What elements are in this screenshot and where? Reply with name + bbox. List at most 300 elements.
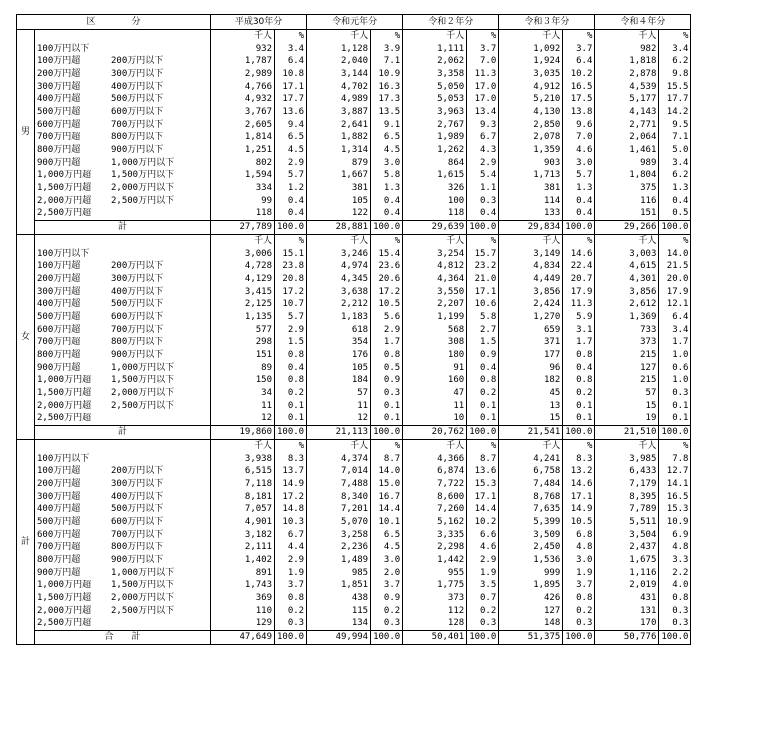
count-cell: 932 (211, 43, 275, 56)
percent-cell: 17.9 (563, 286, 595, 299)
percent-cell: 13.6 (275, 106, 307, 119)
percent-cell: 2.7 (467, 324, 499, 337)
bracket-upper: 300万円以下 (111, 68, 164, 79)
bracket-upper: 500万円以下 (111, 504, 164, 515)
count-cell: 4,374 (307, 453, 371, 466)
count-cell: 369 (211, 592, 275, 605)
income-bracket-label (35, 465, 211, 478)
count-cell: 6,874 (403, 465, 467, 478)
count-cell: 2,641 (307, 119, 371, 132)
percent-cell: 6.7 (467, 132, 499, 145)
total-count-cell: 50,776 (595, 631, 659, 645)
bracket-upper: 900万円以下 (111, 350, 164, 361)
percent-cell: 3.4 (659, 157, 691, 170)
count-cell: 618 (307, 324, 371, 337)
count-cell: 3,985 (595, 453, 659, 466)
bracket-lower: 2,500万円超 (37, 208, 92, 219)
count-cell: 1,183 (307, 311, 371, 324)
count-cell: 4,766 (211, 81, 275, 94)
percent-cell: 0.8 (371, 349, 403, 362)
percent-cell: 3.4 (659, 43, 691, 56)
unit-row-label (35, 30, 211, 43)
percent-cell: 2.9 (275, 554, 307, 567)
percent-cell: 9.6 (563, 119, 595, 132)
bracket-lower: 1,500万円超 (37, 183, 92, 194)
percent-cell: 15.4 (371, 248, 403, 261)
count-cell: 2,612 (595, 298, 659, 311)
income-bracket-label (35, 324, 211, 337)
percent-cell: 3.7 (563, 580, 595, 593)
count-cell: 5,050 (403, 81, 467, 94)
bracket-lower: 2,500万円超 (37, 413, 92, 424)
income-bracket-label (35, 478, 211, 491)
percent-cell: 4.6 (467, 542, 499, 555)
income-bracket-label (35, 413, 211, 426)
count-cell: 12 (211, 413, 275, 426)
count-cell: 4,301 (595, 273, 659, 286)
income-bracket-label (35, 554, 211, 567)
table-row (17, 248, 691, 261)
percent-cell: 0.8 (659, 592, 691, 605)
table-row (17, 592, 691, 605)
count-cell: 891 (211, 567, 275, 580)
bracket-lower: 200万円超 (37, 68, 81, 79)
table-row (17, 311, 691, 324)
table-row (17, 144, 691, 157)
percent-cell: 14.6 (563, 478, 595, 491)
count-cell: 134 (307, 618, 371, 631)
percent-cell: 10.2 (563, 68, 595, 81)
bracket-lower: 900万円超 (37, 362, 81, 373)
income-bracket-label (35, 311, 211, 324)
count-cell: 99 (211, 195, 275, 208)
total-percent-cell: 100.0 (467, 426, 499, 440)
percent-cell: 17.1 (275, 81, 307, 94)
percent-cell: 17.1 (563, 491, 595, 504)
table-row (17, 503, 691, 516)
count-cell: 1,116 (595, 567, 659, 580)
unit-pct-label: % (371, 440, 403, 453)
percent-cell: 0.4 (275, 208, 307, 221)
percent-cell: 0.3 (371, 618, 403, 631)
count-cell: 8,768 (499, 491, 563, 504)
count-cell: 3,638 (307, 286, 371, 299)
count-cell: 1,743 (211, 580, 275, 593)
percent-cell: 15.5 (659, 81, 691, 94)
income-bracket-label (35, 605, 211, 618)
bracket-upper: 700万円以下 (111, 529, 164, 540)
count-cell: 2,236 (307, 542, 371, 555)
count-cell: 12 (307, 413, 371, 426)
count-cell: 105 (307, 362, 371, 375)
count-cell: 4,834 (499, 260, 563, 273)
bracket-upper: 1,000万円以下 (111, 362, 175, 373)
count-cell: 19 (595, 413, 659, 426)
bracket-lower: 600万円超 (37, 119, 81, 130)
percent-cell: 7.0 (563, 132, 595, 145)
percent-cell: 0.1 (563, 413, 595, 426)
unit-value-label: 千人 (211, 30, 275, 43)
unit-pct-label: % (467, 30, 499, 43)
bracket-upper: 500万円以下 (111, 299, 164, 310)
count-cell: 6,758 (499, 465, 563, 478)
count-cell: 2,771 (595, 119, 659, 132)
percent-cell: 16.7 (371, 491, 403, 504)
count-cell: 131 (595, 605, 659, 618)
count-cell: 733 (595, 324, 659, 337)
count-cell: 180 (403, 349, 467, 362)
percent-cell: 3.7 (563, 43, 595, 56)
count-cell: 8,340 (307, 491, 371, 504)
bracket-lower: 1,000万円超 (37, 580, 92, 591)
count-cell: 114 (499, 195, 563, 208)
count-cell: 4,728 (211, 260, 275, 273)
count-cell: 15 (595, 400, 659, 413)
count-cell: 371 (499, 337, 563, 350)
bracket-upper: 2,000万円以下 (111, 593, 175, 604)
percent-cell: 13.8 (563, 106, 595, 119)
count-cell: 118 (403, 208, 467, 221)
total-count-cell: 29,639 (403, 221, 467, 235)
percent-cell: 0.8 (275, 375, 307, 388)
percent-cell: 23.6 (371, 260, 403, 273)
total-count-cell: 21,113 (307, 426, 371, 440)
count-cell: 8,181 (211, 491, 275, 504)
percent-cell: 8.3 (563, 453, 595, 466)
percent-cell: 20.7 (563, 273, 595, 286)
percent-cell: 10.7 (275, 298, 307, 311)
percent-cell: 1.7 (371, 337, 403, 350)
count-cell: 438 (307, 592, 371, 605)
percent-cell: 6.2 (659, 170, 691, 183)
percent-cell: 5.8 (467, 311, 499, 324)
count-cell: 3,504 (595, 529, 659, 542)
percent-cell: 0.4 (275, 362, 307, 375)
count-cell: 659 (499, 324, 563, 337)
percent-cell: 2.0 (371, 567, 403, 580)
percent-cell: 0.4 (275, 195, 307, 208)
bracket-lower: 700万円超 (37, 337, 81, 348)
income-bracket-label (35, 55, 211, 68)
percent-cell: 14.1 (659, 478, 691, 491)
percent-cell: 0.4 (371, 208, 403, 221)
percent-cell: 1.5 (467, 337, 499, 350)
bracket-upper: 1,500万円以下 (111, 170, 175, 181)
percent-cell: 6.9 (659, 529, 691, 542)
count-cell: 989 (595, 157, 659, 170)
bracket-upper: 900万円以下 (111, 145, 164, 156)
count-cell: 4,143 (595, 106, 659, 119)
income-bracket-label (35, 337, 211, 350)
percent-cell: 3.0 (563, 554, 595, 567)
total-percent-cell: 100.0 (275, 631, 307, 645)
bracket-lower: 2,000万円超 (37, 400, 92, 411)
bracket-lower: 700万円超 (37, 542, 81, 553)
count-cell: 2,605 (211, 119, 275, 132)
total-percent-cell: 100.0 (467, 221, 499, 235)
count-cell: 4,932 (211, 93, 275, 106)
count-cell: 151 (211, 349, 275, 362)
percent-cell: 1.9 (467, 567, 499, 580)
total-count-cell: 51,375 (499, 631, 563, 645)
count-cell: 802 (211, 157, 275, 170)
income-bracket-label (35, 542, 211, 555)
total-count-cell: 21,541 (499, 426, 563, 440)
count-cell: 5,210 (499, 93, 563, 106)
count-cell: 7,635 (499, 503, 563, 516)
percent-cell: 0.8 (467, 375, 499, 388)
percent-cell: 17.1 (467, 286, 499, 299)
income-bracket-label (35, 81, 211, 94)
bracket-upper: 1,500万円以下 (111, 375, 175, 386)
count-cell: 129 (211, 618, 275, 631)
group-label: 男 (17, 30, 35, 235)
income-bracket-label (35, 387, 211, 400)
income-bracket-label (35, 43, 211, 56)
unit-pct-label: % (275, 235, 307, 248)
bracket-upper: 200万円以下 (111, 261, 164, 272)
income-bracket-label (35, 503, 211, 516)
bracket-upper: 600万円以下 (111, 311, 164, 322)
percent-cell: 15.1 (275, 248, 307, 261)
percent-cell: 7.8 (659, 453, 691, 466)
count-cell: 3,149 (499, 248, 563, 261)
count-cell: 982 (595, 43, 659, 56)
count-cell: 10 (403, 413, 467, 426)
count-cell: 1,461 (595, 144, 659, 157)
count-cell: 375 (595, 182, 659, 195)
percent-cell: 5.9 (563, 311, 595, 324)
percent-cell: 0.4 (371, 195, 403, 208)
income-bracket-label (35, 362, 211, 375)
group-label: 女 (17, 235, 35, 440)
total-label: 計 (35, 426, 211, 440)
percent-cell: 17.5 (563, 93, 595, 106)
count-cell: 3,358 (403, 68, 467, 81)
percent-cell: 21.0 (467, 273, 499, 286)
count-cell: 354 (307, 337, 371, 350)
percent-cell: 6.5 (371, 529, 403, 542)
count-cell: 4,615 (595, 260, 659, 273)
count-cell: 1,667 (307, 170, 371, 183)
percent-cell: 3.3 (659, 554, 691, 567)
percent-cell: 5.0 (659, 144, 691, 157)
year-header: 令和２年分 (403, 15, 499, 30)
count-cell: 3,254 (403, 248, 467, 261)
bracket-lower: 300万円超 (37, 286, 81, 297)
percent-cell: 10.8 (275, 68, 307, 81)
percent-cell: 3.4 (659, 324, 691, 337)
bracket-lower: 700万円超 (37, 132, 81, 143)
percent-cell: 3.0 (563, 157, 595, 170)
percent-cell: 5.6 (371, 311, 403, 324)
total-label: 計 (35, 221, 211, 235)
percent-cell: 21.5 (659, 260, 691, 273)
table-row (17, 286, 691, 299)
unit-value-label: 千人 (403, 235, 467, 248)
table-row (17, 605, 691, 618)
percent-cell: 0.2 (275, 387, 307, 400)
percent-cell: 7.1 (659, 132, 691, 145)
bracket-lower: 200万円超 (37, 478, 81, 489)
count-cell: 128 (403, 618, 467, 631)
count-cell: 7,057 (211, 503, 275, 516)
total-count-cell: 28,881 (307, 221, 371, 235)
count-cell: 160 (403, 375, 467, 388)
count-cell: 148 (499, 618, 563, 631)
percent-cell: 6.4 (275, 55, 307, 68)
percent-cell: 14.4 (371, 503, 403, 516)
count-cell: 4,345 (307, 273, 371, 286)
percent-cell: 2.9 (371, 324, 403, 337)
count-cell: 568 (403, 324, 467, 337)
percent-cell: 9.5 (659, 119, 691, 132)
count-cell: 3,006 (211, 248, 275, 261)
income-bracket-label (35, 273, 211, 286)
group-label: 計 (17, 440, 35, 645)
bracket-upper: 300万円以下 (111, 478, 164, 489)
percent-cell: 17.9 (659, 286, 691, 299)
count-cell: 8,395 (595, 491, 659, 504)
percent-cell: 2.9 (275, 324, 307, 337)
bracket-upper: 900万円以下 (111, 555, 164, 566)
bracket-upper: 500万円以下 (111, 94, 164, 105)
table-row (17, 43, 691, 56)
bracket-upper: 2,000万円以下 (111, 183, 175, 194)
count-cell: 2,424 (499, 298, 563, 311)
count-cell: 4,539 (595, 81, 659, 94)
count-cell: 3,035 (499, 68, 563, 81)
count-cell: 1,199 (403, 311, 467, 324)
income-bracket-label (35, 349, 211, 362)
percent-cell: 3.7 (275, 580, 307, 593)
percent-cell: 7.1 (371, 55, 403, 68)
unit-value-label: 千人 (499, 30, 563, 43)
count-cell: 4,449 (499, 273, 563, 286)
income-bracket-label (35, 132, 211, 145)
count-cell: 1,851 (307, 580, 371, 593)
total-percent-cell: 100.0 (563, 631, 595, 645)
percent-cell: 13.6 (467, 465, 499, 478)
count-cell: 100 (403, 195, 467, 208)
total-count-cell: 47,649 (211, 631, 275, 645)
percent-cell: 15.3 (659, 503, 691, 516)
percent-cell: 8.3 (275, 453, 307, 466)
count-cell: 3,182 (211, 529, 275, 542)
unit-row-label (35, 235, 211, 248)
income-distribution-table (16, 14, 691, 645)
count-cell: 1,713 (499, 170, 563, 183)
percent-cell: 14.8 (275, 503, 307, 516)
percent-cell: 0.8 (563, 592, 595, 605)
percent-cell: 12.7 (659, 465, 691, 478)
count-cell: 3,258 (307, 529, 371, 542)
percent-cell: 13.5 (371, 106, 403, 119)
count-cell: 7,260 (403, 503, 467, 516)
table-row (17, 195, 691, 208)
percent-cell: 14.9 (563, 503, 595, 516)
percent-cell: 10.9 (371, 68, 403, 81)
bracket-lower: 400万円超 (37, 299, 81, 310)
unit-pct-label: % (563, 440, 595, 453)
category-header: 区 分 (17, 15, 211, 30)
percent-cell: 2.2 (659, 567, 691, 580)
count-cell: 2,878 (595, 68, 659, 81)
percent-cell: 5.7 (275, 311, 307, 324)
table-row (17, 387, 691, 400)
header-row (17, 15, 691, 30)
count-cell: 34 (211, 387, 275, 400)
percent-cell: 4.5 (371, 542, 403, 555)
percent-cell: 14.4 (467, 503, 499, 516)
percent-cell: 13.4 (467, 106, 499, 119)
table-row (17, 554, 691, 567)
bracket-lower: 100万円以下 (37, 43, 90, 54)
unit-value-label: 千人 (595, 235, 659, 248)
count-cell: 96 (499, 362, 563, 375)
count-cell: 118 (211, 208, 275, 221)
count-cell: 3,938 (211, 453, 275, 466)
table-row (17, 580, 691, 593)
percent-cell: 0.2 (563, 387, 595, 400)
percent-cell: 15.7 (467, 248, 499, 261)
count-cell: 1,359 (499, 144, 563, 157)
unit-value-label: 千人 (403, 440, 467, 453)
income-bracket-label (35, 170, 211, 183)
unit-pct-label: % (659, 440, 691, 453)
bracket-upper: 400万円以下 (111, 286, 164, 297)
table-row (17, 529, 691, 542)
count-cell: 3,767 (211, 106, 275, 119)
bracket-upper: 800万円以下 (111, 132, 164, 143)
table-row (17, 542, 691, 555)
count-cell: 308 (403, 337, 467, 350)
count-cell: 3,335 (403, 529, 467, 542)
count-cell: 2,212 (307, 298, 371, 311)
income-bracket-label (35, 68, 211, 81)
table-row (17, 119, 691, 132)
total-row (17, 221, 691, 235)
percent-cell: 16.5 (659, 491, 691, 504)
count-cell: 1,787 (211, 55, 275, 68)
percent-cell: 20.8 (275, 273, 307, 286)
bracket-lower: 100万円以下 (37, 248, 90, 259)
count-cell: 334 (211, 182, 275, 195)
table-row (17, 400, 691, 413)
count-cell: 6,515 (211, 465, 275, 478)
percent-cell: 3.0 (371, 554, 403, 567)
table-row (17, 567, 691, 580)
count-cell: 5,162 (403, 516, 467, 529)
count-cell: 2,437 (595, 542, 659, 555)
bracket-upper: 2,500万円以下 (111, 400, 175, 411)
count-cell: 2,989 (211, 68, 275, 81)
count-cell: 4,241 (499, 453, 563, 466)
count-cell: 1,489 (307, 554, 371, 567)
count-cell: 5,070 (307, 516, 371, 529)
percent-cell: 1.7 (563, 337, 595, 350)
table-row (17, 68, 691, 81)
count-cell: 57 (307, 387, 371, 400)
percent-cell: 0.1 (371, 400, 403, 413)
year-header: 令和元年分 (307, 15, 403, 30)
count-cell: 1,442 (403, 554, 467, 567)
income-bracket-label (35, 119, 211, 132)
income-bracket-label (35, 106, 211, 119)
percent-cell: 0.1 (275, 413, 307, 426)
bracket-lower: 1,500万円超 (37, 388, 92, 399)
bracket-lower: 100万円超 (37, 56, 81, 67)
